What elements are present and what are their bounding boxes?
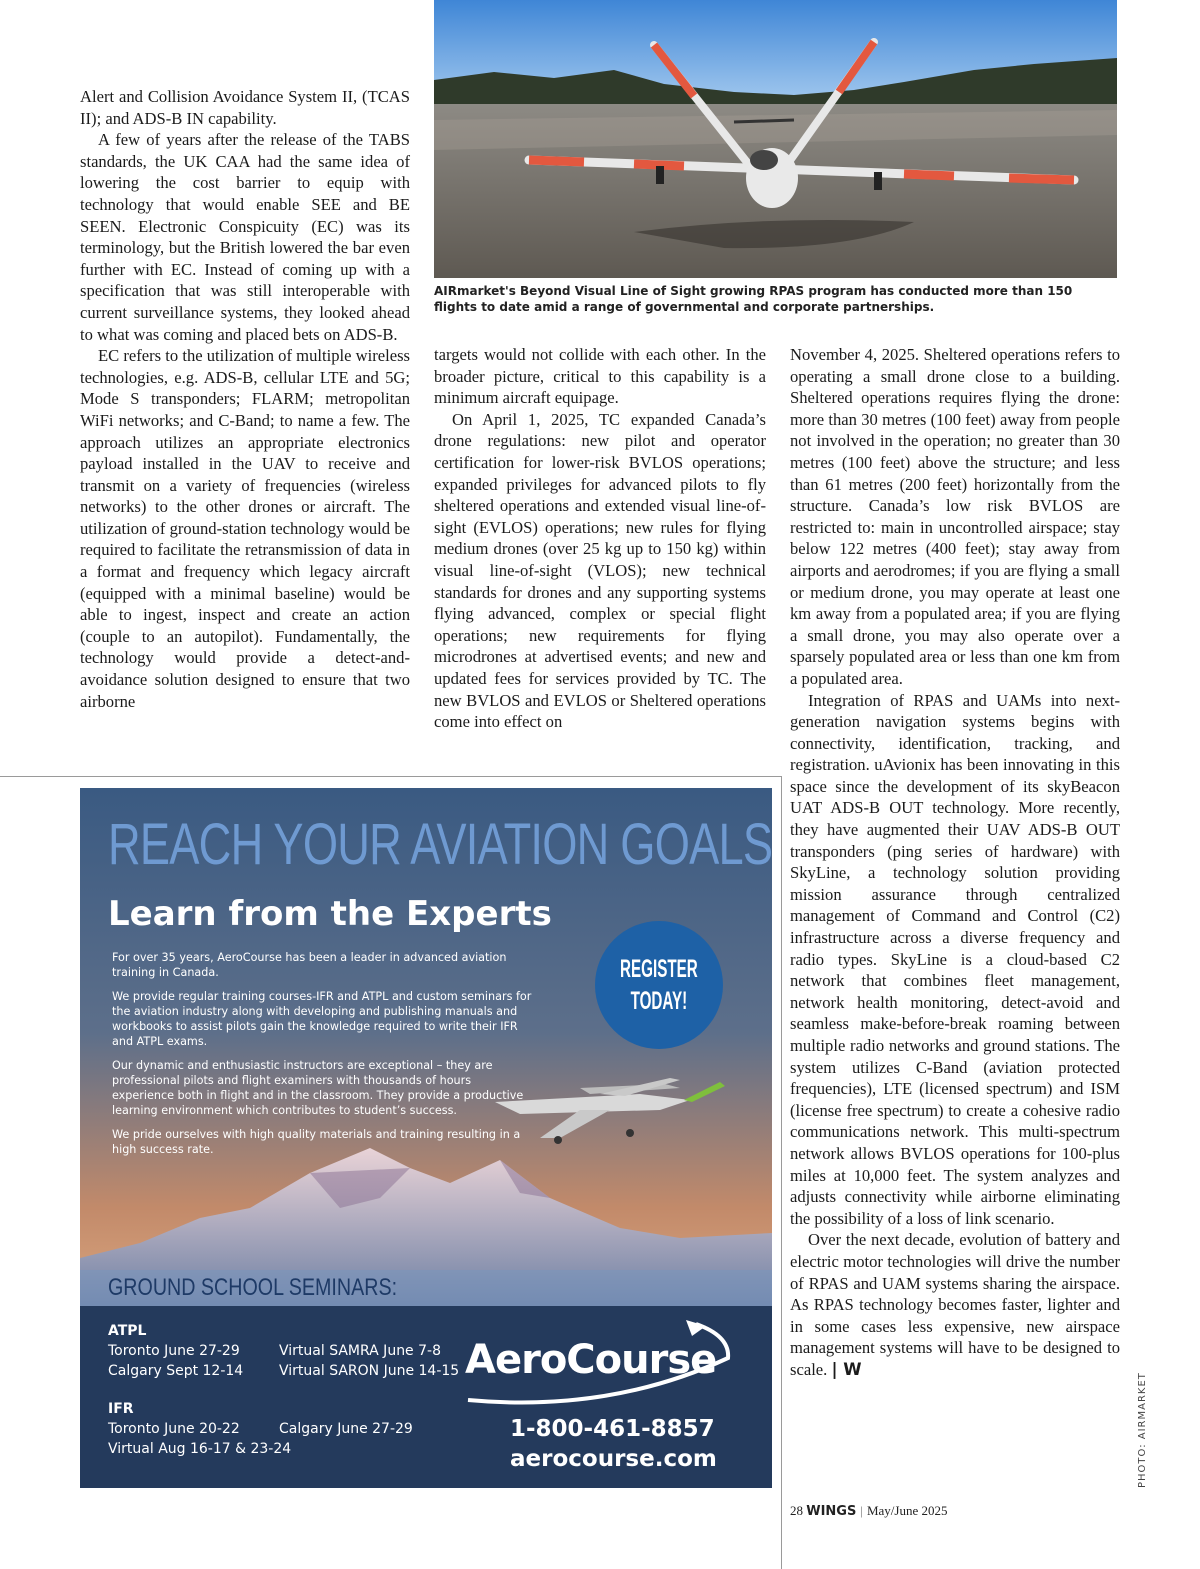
footer-separator: | <box>860 1503 863 1518</box>
paragraph-text: Alert and Collision Avoidance System II, (TCAS II); and ADS-B IN capability. <box>80 87 410 128</box>
issue-date: May/June 2025 <box>866 1503 948 1518</box>
photo-caption: AIRmarket's Beyond Visual Line of Sight growing RPAS program has conducted more than 150 flights to date amid a range of governmental and corporate partnerships. <box>434 284 1073 314</box>
ifr-session: Toronto June 20-22 <box>108 1421 240 1437</box>
article-paragraph <box>434 409 766 733</box>
ifr-heading: IFR <box>108 1401 134 1417</box>
paragraph-text: EC refers to the utilization of multiple wireless technologies, e.g. ADS-B, cellular LTE and 5G; Mode S transponders; FLARM; metropolitan WiFi networks; and C-Band; to name a few. The approach utilizes an appropriate electronics payload installed in the UAV to receive and transmit on a variety of frequencies (wireless networks) to the other drones or aircraft. The utilization of ground-station technology would be required to facilitate the retransmission of data in a format and frequency which legacy aircraft (equipped with a minimal baseline) would be able to ingest, inspect and create an action (couple to an autopilot). Fundamentally, the technology would provide a detect-and-avoidance solution designed to ensure that two airborne <box>80 346 410 711</box>
article-paragraph <box>80 86 410 129</box>
badge-line-2: TODAY! <box>630 987 688 1015</box>
ad-description <box>112 950 532 1166</box>
paragraph-text: On April 1, 2025, TC expanded Canada’s drone regulations: new pilot and operator certification for lower-risk BVLOS operations; expanded privileges for advanced pilots to fly sheltered operations and extended visual line-of-sight (EVLOS) operations; new rules for flying medium drones (over 25 kg up to 150 kg) within visual line-of-sight (VLOS); new technical standards for drones and any supporting systems flying advanced, complex or special flight operations; new requirements for flying microdrones at advertised events; and new and updated fees for services provided by TC. The new BVLOS and EVLOS or Sheltered operations come into effect on <box>434 409 766 732</box>
drone-photo <box>434 0 1117 278</box>
paragraph-text: Integration of RPAS and UAMs into next-generation navigation systems begins with connectivity, identification, tracking, and registration. uAvionix has been innovating in this space since the development of its skyBeacon UAT ADS-B OUT technology. More recently, they have augmented their UAV ADS-B OUT transponders (ping series of hardware) with SkyLine, a technology solution providing mission assurance through centralized management of Command and Control (C2) infrastructure across a diverse frequency and radio types. SkyLine is a cloud-based C2 network that combines fleet management, network health monitoring, detect-avoid and seamless make-before-break roaming between multiple radio networks and ground stations. The system utilizes C-Band (aviation protected frequencies), LTE (licensed spectrum) and ISM (license free spectrum) to create a cohesive radio communications network. This multi-spectrum network allows BVLOS operations for 100-plus miles at 10,000 feet. The system analyzes and adjusts connectivity while airborne eliminating the possibility of a loss of link scenario. <box>790 690 1120 1228</box>
paragraph-text: Over the next decade, evolution of battery and electric motor technologies will drive the number of RPAS and UAM systems sharing the airspace. As RPAS technology becomes faster, lighter and in some cases less expensive, new airspace management systems will have to be designed to scale. <box>790 1230 1120 1379</box>
register-today-badge[interactable] <box>595 921 723 1049</box>
seminars-heading: GROUND SCHOOL SEMINARS: <box>108 1274 398 1301</box>
ad-subheadline: Learn from the Experts <box>108 894 552 934</box>
ifr-session: Calgary June 27-29 <box>279 1421 413 1437</box>
atpl-session: Virtual SARON June 14-15 <box>279 1363 460 1379</box>
paragraph-text: November 4, 2025. Sheltered operations refers to operating a small drone close to a building. Sheltered operations requires flying the drone: more than 30 metres (100 feet) away from people not involved in the operation; no greater than 30 metres (100 feet) above the structure; and less than 61 metres (200 feet) horizontally from the structure. Canada’s low risk BVLOS are restricted to: main in uncontrolled airspace; stay below 122 metres (400 feet); stay away from airports and aerodromes; if you are flying a small or medium drone, you may operate at least one km away from a populated area; if you are flying a small drone, you may also operate over a sparsely populated area or less than one km from a populated area. <box>790 345 1120 688</box>
ad-website-link[interactable]: aerocourse.com <box>510 1446 717 1472</box>
article-column-1 <box>80 86 410 712</box>
paragraph-text: targets would not collide with each other. In the broader picture, critical to this capability is a minimum aircraft equipage. <box>434 345 766 408</box>
article-paragraph <box>80 129 410 345</box>
ad-paragraph: We pride ourselves with high quality materials and training resulting in a high success rate. <box>112 1128 521 1156</box>
atpl-session: Virtual SAMRA June 7-8 <box>279 1343 441 1359</box>
article-paragraph <box>80 345 410 712</box>
magazine-name: WINGS <box>806 1504 857 1519</box>
article-paragraph <box>790 1229 1120 1380</box>
page-number: 28 <box>790 1503 803 1518</box>
paragraph-text: A few of years after the release of the TABS standards, the UK CAA had the same idea of lowering the cost barrier to equip with technology that would enable SEE and BE SEEN. Electronic Conspicuity (EC) was its terminology, but the British lowered the bar even further with EC. Instead of coming up with a specification that was still interoperable with current surveillance systems, they looked ahead to what was coming and placed bets on ADS-B. <box>80 130 410 344</box>
ad-border-top <box>0 776 782 777</box>
aerocourse-advertisement[interactable] <box>80 788 772 1488</box>
ad-phone-number[interactable]: 1-800-461-8857 <box>510 1416 715 1442</box>
badge-line-1: REGISTER <box>620 955 698 983</box>
page-footer <box>790 1503 947 1519</box>
ad-paragraph: Our dynamic and enthusiastic instructors are exceptional – they are professional pilots and flight examiners with thousands of hours experience both in flight and in the classroom. They provide a productive learning environment which contributes to student’s success. <box>112 1059 524 1117</box>
atpl-session: Toronto June 27-29 <box>108 1343 240 1359</box>
photo-credit: PHOTO: AIRMARKET <box>1137 1372 1148 1488</box>
article-paragraph <box>790 344 1120 690</box>
aerocourse-logo: AeroCourse <box>465 1337 717 1383</box>
end-mark: | W <box>831 1359 862 1379</box>
atpl-session: Calgary Sept 12-14 <box>108 1363 244 1379</box>
article-column-3 <box>790 344 1120 1381</box>
ifr-session: Virtual Aug 16-17 & 23-24 <box>108 1441 292 1457</box>
article-paragraph <box>790 690 1120 1230</box>
ad-headline: REACH YOUR AVIATION GOALS <box>108 812 772 877</box>
atpl-heading: ATPL <box>108 1323 147 1339</box>
ad-paragraph: For over 35 years, AeroCourse has been a leader in advanced aviation training in Canada. <box>112 951 507 979</box>
article-column-2 <box>434 344 766 733</box>
ad-paragraph: We provide regular training courses-IFR and ATPL and custom seminars for the aviation industry along with developing and publishing manuals and workbooks to assist pilots gain the knowledge required to write their IFR and ATPL exams. <box>112 990 532 1048</box>
article-paragraph <box>434 344 766 409</box>
ad-border-right <box>781 776 782 1569</box>
